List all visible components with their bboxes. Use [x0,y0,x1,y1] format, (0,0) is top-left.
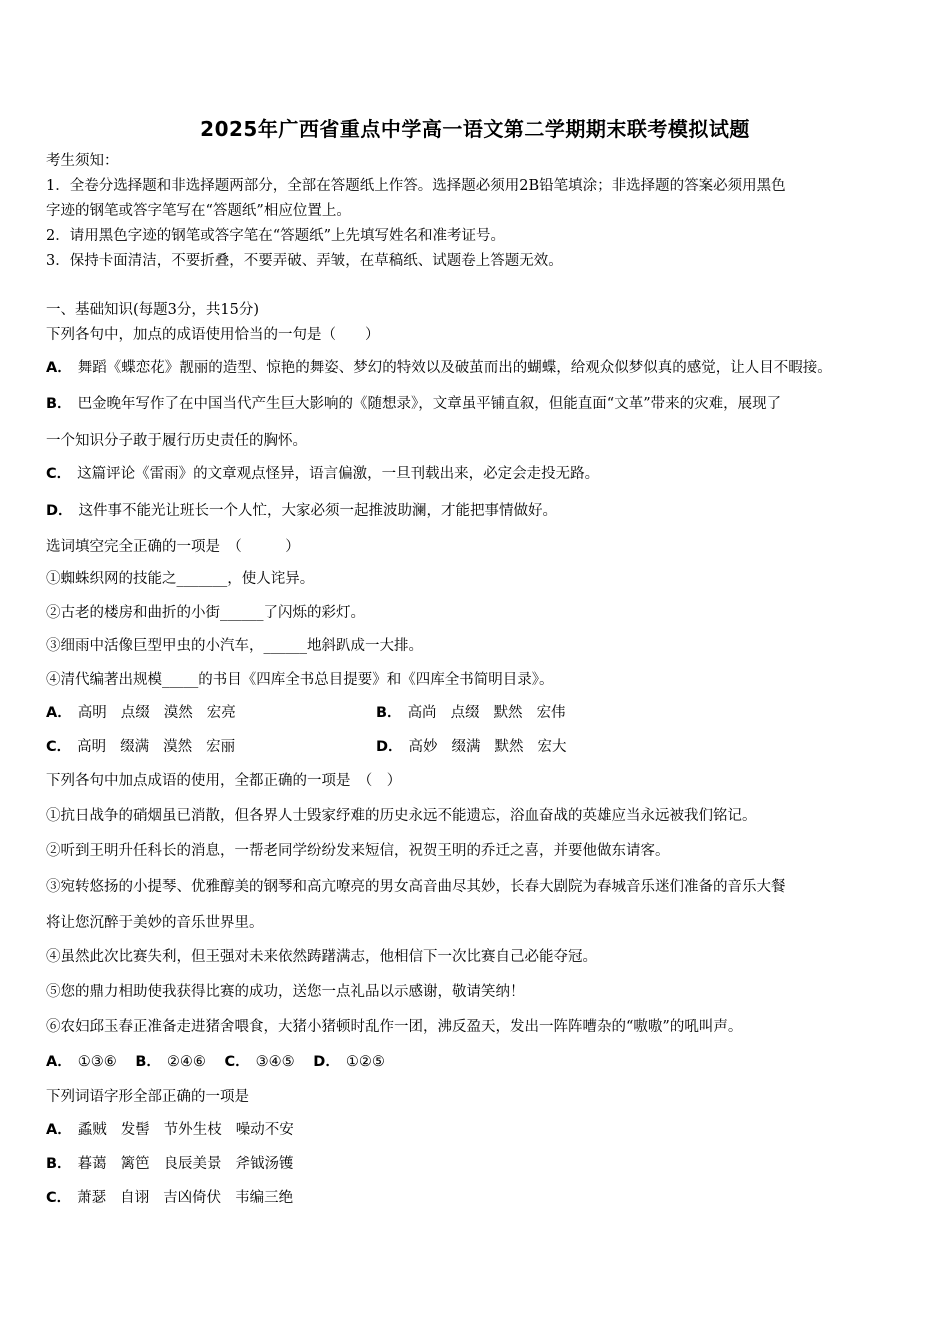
question-sentence: ②听到王明升任科长的消息，一帮老同学纷纷发来短信，祝贺王明的乔迁之喜，并要他做东请客。 [46,843,670,859]
option-label: A． [46,360,72,376]
option-c [46,1188,293,1208]
question-stem: 下列各句中加点成语的使用，全都正确的一项是 （ ） [46,773,402,789]
option-word: 节外生枝 [163,1122,222,1138]
option-text: ①②⑤ [345,1054,385,1070]
option-label: C． [46,466,72,482]
question-stem: 选词填空完全正确的一项是 （ ） [46,539,300,555]
notice-heading: 考生须知： [46,153,119,169]
question-stem: 下列词语字形全部正确的一项是 [46,1089,249,1105]
option-a [46,1120,294,1140]
option-word: 高妙 [408,739,438,755]
option-a [46,358,832,378]
option-label: B． [376,705,402,721]
option-b-continued: 一个知识分子敢于履行历史责任的胸怀。 [46,433,307,449]
question-sentence: ③宛转悠扬的小提琴、优雅醇美的钢琴和高亢嘹亮的男女高音曲尽其妙，长春大剧院为春城音乐迷们准备的音乐大餐 [46,879,786,895]
option-label: B． [46,1156,72,1172]
option-text: 这件事不能光让班长一个人忙，大家必须一起推波助澜，才能把事情做好。 [78,503,558,519]
option-word: 韦编三绝 [235,1190,294,1206]
notice-item: 3．保持卡面清洁，不要折叠，不要弄破、弄皱，在草稿纸、试题卷上答题无效。 [46,253,563,269]
question-sentence: ⑤您的鼎力相助使我获得比赛的成功，送您一点礼品以示感谢，敬请笑纳！ [46,984,525,1000]
question-sentence: ④虽然此次比赛失利，但王强对未来依然踌躇满志，他相信下一次比赛自己必能夺冠。 [46,949,597,965]
page-title: 2025年广西省重点中学高一语文第二学期期末联考模拟试题 [200,117,750,141]
option-label: C． [46,739,72,755]
option-c [46,464,599,484]
option-a [46,703,236,723]
fill-sentence: ③细雨中活像巨型甲虫的小汽车，______地斜趴成一大排。 [46,638,423,654]
option-d [46,501,557,521]
option-word: 暮蔼 [77,1156,107,1172]
option-word: 漠然 [163,705,193,721]
option-label: A． [46,705,72,721]
option-word: 自诩 [120,1190,150,1206]
option-word: 蟊贼 [77,1122,107,1138]
question-sentence: ⑥农妇邱玉春正准备走进猪舍喂食，大猪小猪顿时乱作一团，沸反盈天，发出一阵阵嘈杂的“嗷嗷”的吼叫声。 [46,1019,743,1035]
option-word: 篱笆 [120,1156,150,1172]
option-word: 宏伟 [536,705,566,721]
option-label: B． [46,396,72,412]
notice-item: 1．全卷分选择题和非选择题两部分，全部在答题纸上作答。选择题必须用2B铅笔填涂；非选择题的答案必须用黑色 [46,178,786,194]
option-b [46,394,781,414]
option-word: 漠然 [163,739,193,755]
fill-sentence: ②古老的楼房和曲折的小街______了闪烁的彩灯。 [46,605,365,621]
option-label: D． [376,739,403,755]
option-word: 默然 [493,705,523,721]
option-label: D． [46,503,73,519]
option-word: 宏亮 [206,705,236,721]
option-label: C． [224,1054,250,1070]
option-word: 缀满 [120,739,150,755]
option-word: 点缀 [120,705,150,721]
option-word: 宏丽 [206,739,236,755]
option-label: C． [46,1190,72,1206]
section-heading: 一、基础知识(每题3分，共15分) [46,302,259,318]
option-b [46,1154,294,1174]
option-word: 默然 [494,739,524,755]
option-word: 高明 [77,705,107,721]
option-word: 宏大 [537,739,567,755]
fill-sentence: ①蜘蛛织网的技能之_______，使人诧异。 [46,571,315,587]
option-word: 高尚 [407,705,437,721]
option-text: ①③⑥ [77,1054,117,1070]
option-word: 良辰美景 [163,1156,222,1172]
option-label: D． [313,1054,340,1070]
notice-item: 2．请用黑色字迹的钢笔或答字笔在“答题纸”上先填写姓名和准考证号。 [46,228,506,244]
option-word: 斧钺汤镬 [235,1156,294,1172]
option-word: 吉凶倚伏 [163,1190,222,1206]
option-label: B． [135,1054,161,1070]
option-row [46,1052,385,1072]
option-word: 缀满 [451,739,481,755]
option-label: A． [46,1122,72,1138]
option-text: ②④⑥ [166,1054,206,1070]
question-stem: 下列各句中，加点的成语使用恰当的一句是（ ） [46,327,380,343]
question-sentence: 将让您沉醉于美妙的音乐世界里。 [46,915,264,931]
option-b [376,703,566,723]
option-word: 高明 [77,739,107,755]
option-text: ③④⑤ [255,1054,295,1070]
option-word: 点缀 [450,705,480,721]
notice-item: 字迹的钢笔或答字笔写在“答题纸”相应位置上。 [46,203,351,219]
option-d [376,737,567,757]
option-word: 发髻 [120,1122,150,1138]
option-c [46,737,235,757]
option-text: 舞蹈《蝶恋花》靓丽的造型、惊艳的舞姿、梦幻的特效以及破茧而出的蝴蝶，给观众似梦似真的感觉，让人目不暇接。 [77,360,832,376]
option-text: 这篇评论《雷雨》的文章观点怪异，语言偏激，一旦刊载出来，必定会走投无路。 [77,466,600,482]
question-sentence: ①抗日战争的硝烟虽已消散，但各界人士毁家纾难的历史永远不能遗忘，浴血奋战的英雄应当永远被我们铭记。 [46,808,757,824]
option-word: 萧瑟 [77,1190,107,1206]
fill-sentence: ④清代编著出规模_____的书目《四库全书总目提要》和《四库全书简明目录》。 [46,672,554,688]
option-label: A． [46,1054,72,1070]
option-word: 噪动不安 [235,1122,294,1138]
option-text: 巴金晚年写作了在中国当代产生巨大影响的《随想录》，文章虽平铺直叙，但能直面“文革”带来的灾难，展现了 [77,396,782,412]
